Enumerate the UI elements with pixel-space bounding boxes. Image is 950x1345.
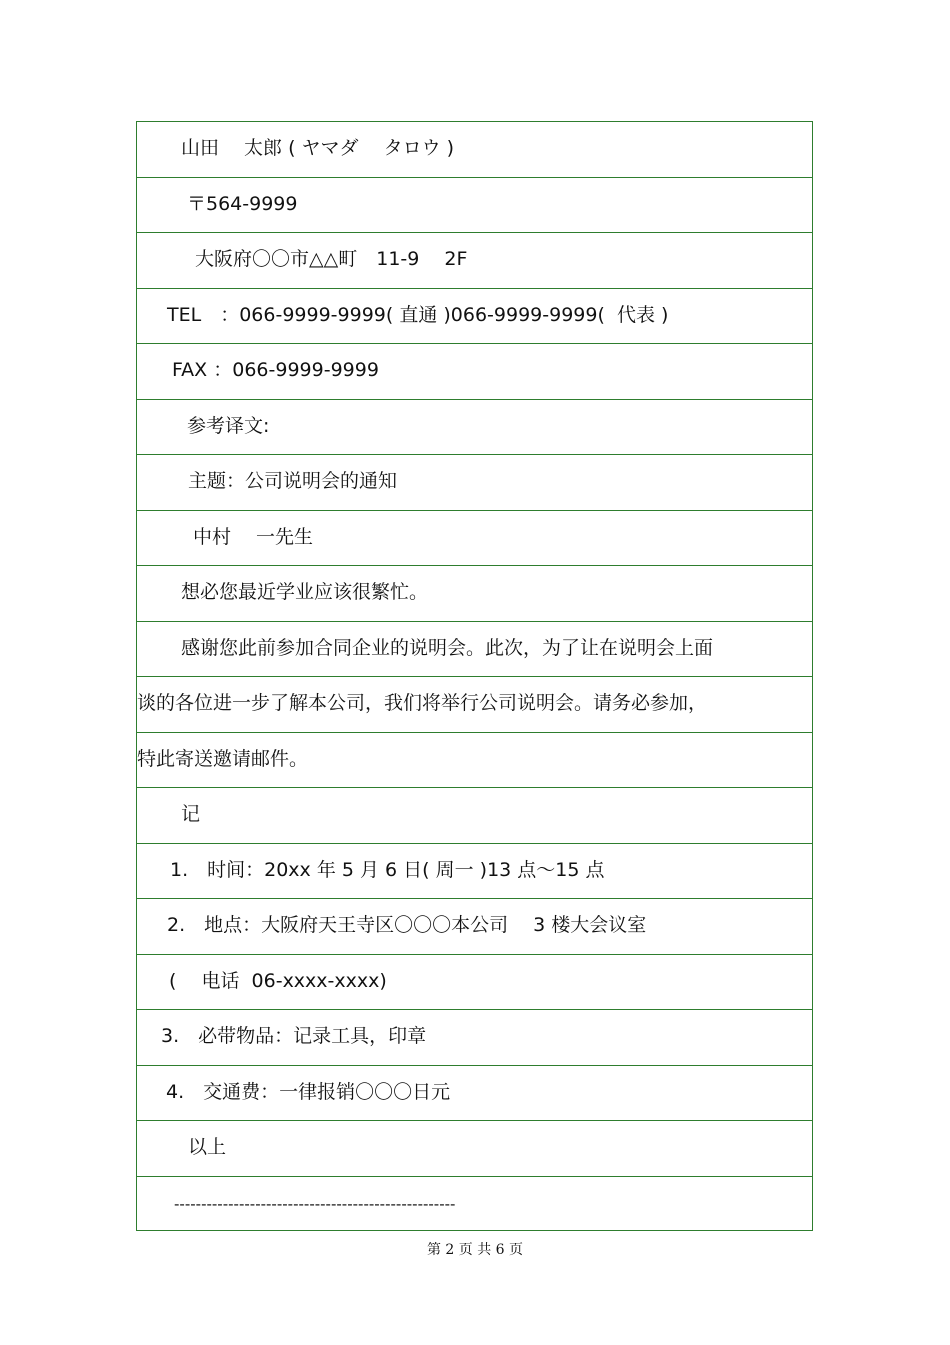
table-row (137, 844, 812, 900)
table-row (137, 733, 812, 789)
item-transport: 4. 交通费：一律报销〇〇〇日元 (166, 1080, 451, 1103)
table-row (137, 566, 812, 622)
table-row (137, 1066, 812, 1122)
greeting-line: 想必您最近学业应该很繁忙。 (181, 581, 429, 603)
table-row (137, 788, 812, 844)
table-row (137, 122, 812, 178)
item-time: 1. 时间：20xx 年 5 月 6 日( 周一 )13 点～15 点 (170, 858, 605, 881)
table-row (137, 511, 812, 567)
notice-heading: 记 (181, 803, 201, 825)
fax: FAX ：066-9999-9999 (172, 359, 379, 381)
subject-line: 主题：公司说明会的通知 (188, 470, 398, 492)
page-number-footer: 第 2 页 共 6 页 (426, 1242, 524, 1258)
table-row (137, 899, 812, 955)
table-row (137, 1121, 812, 1177)
table-row (137, 233, 812, 289)
table-row (137, 344, 812, 400)
item-phone: ( 电话 06-xxxx-xxxx) (169, 969, 387, 992)
dashed-separator: ---------------------------------------------------- (174, 1194, 456, 1213)
table-row (137, 955, 812, 1011)
address: 大阪府〇〇市△△町 11-9 2F (195, 248, 468, 270)
item-belongings: 3. 必带物品：记录工具，印章 (161, 1025, 427, 1047)
table-row (137, 677, 812, 733)
table-row (137, 1010, 812, 1066)
letter-table (136, 121, 813, 1231)
item-location: 2. 地点：大阪府天王寺区〇〇〇本公司 3 楼大会议室 (167, 914, 647, 936)
salutation: 中村 一先生 (193, 525, 314, 548)
closing-line: 以上 (188, 1136, 227, 1158)
table-row (137, 455, 812, 511)
translation-heading: 参考译文: (187, 414, 270, 437)
table-row (137, 1177, 812, 1233)
telephone: TEL ：066-9999-9999( 直通 )066-9999-9999( 代表 ) (167, 303, 669, 326)
table-row (137, 400, 812, 456)
postal-code: 〒564-9999 (187, 192, 298, 215)
table-row (137, 622, 812, 678)
table-row (137, 289, 812, 345)
sender-name: 山田 太郎 ( ヤマダ タロウ ) (181, 137, 455, 159)
table-row (137, 178, 812, 234)
body-line: 谈的各位进一步了解本公司，我们将举行公司说明会。请务必参加， (137, 692, 708, 714)
body-line: 感谢您此前参加合同企业的说明会。此次，为了让在说明会上面 (181, 636, 714, 659)
body-line: 特此寄送邀请邮件。 (137, 747, 309, 770)
